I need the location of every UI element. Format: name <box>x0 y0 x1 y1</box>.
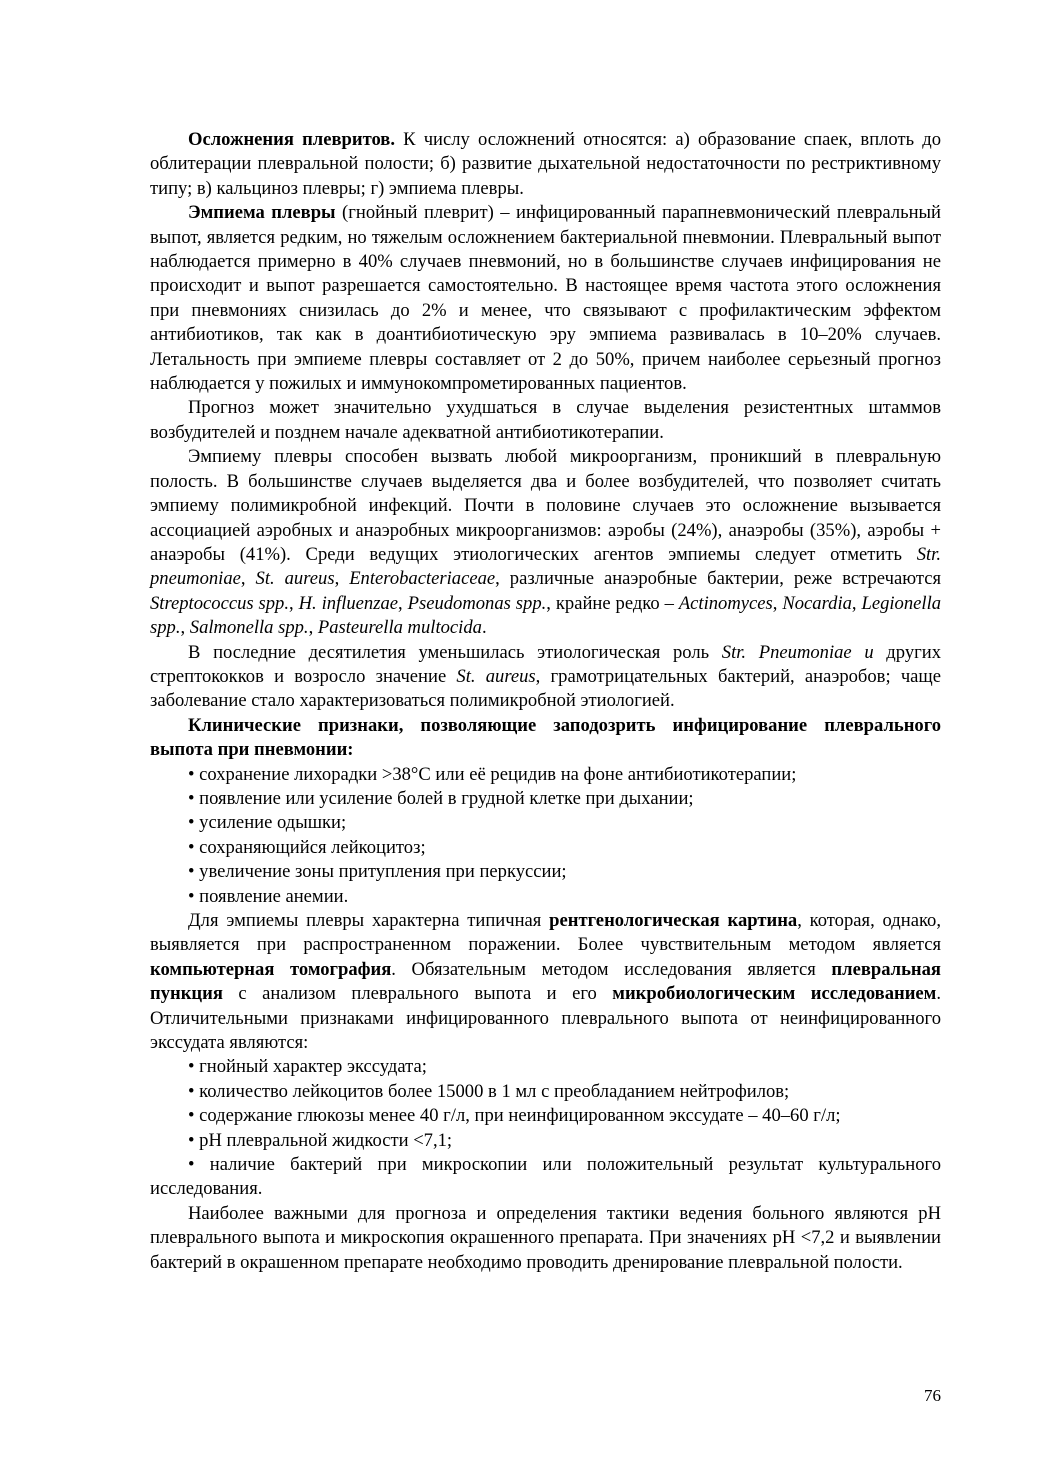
text: . Обязательным методом исследования является <box>391 958 832 980</box>
text: с анализом плеврального выпота и его <box>222 983 613 1005</box>
term-puncture: плевральная пункция <box>150 958 941 1005</box>
text: В последние десятилетия уменьшилась этиологическая роль <box>188 641 722 663</box>
text: , <box>334 568 350 590</box>
term-empyema: Эмпиема плевры <box>188 202 336 224</box>
text: (гнойный плеврит) – инфицированный парапневмонический плевральный выпот, является редким, но тяжелым осложнением бактериальной пневмонии. Плевральный выпот наблюдается примерно в 40% случаев пневмоний, но в большинстве случаев инфицирования не происходит и выпот разрешается самостоятельно. В настоящее время частота этого осложнения при пневмониях снизилась до 2% и менее, что связывают с профилактическим эффектом антибиотиков, так как в доантибиотическую эру эмпиема развивалась в 10–20% случаев. Летальность при эмпиеме плевры составляет от 2 до 50%, причем наиболее серьезный прогноз наблюдается у пожилых и иммунокомпрометированных пациентов. <box>150 202 941 395</box>
document-body <box>150 128 941 1275</box>
list-item: • увеличение зоны притупления при перкуссии; <box>188 861 567 883</box>
species: H. influenzae <box>298 592 399 614</box>
paragraph-etiology-change <box>150 641 941 714</box>
text: Для эмпиемы плевры характерна типичная <box>188 910 550 931</box>
text: , <box>851 592 862 614</box>
term-microbiology: микробиологическим исследованием <box>612 983 937 1005</box>
heading-clinical-signs <box>150 714 941 763</box>
species: Nocardia <box>782 592 852 614</box>
species: Legionella spp. <box>150 592 942 639</box>
list-item: • наличие бактерий при микроскопии или положительный результат культурального исследования. <box>150 1154 941 1200</box>
page-number: 76 <box>924 1386 941 1405</box>
list-item: • рН плевральной жидкости <7,1; <box>188 1129 453 1151</box>
species: St. aureus <box>456 665 536 687</box>
text: . <box>481 617 487 639</box>
paragraph-diagnostics <box>150 909 941 1055</box>
term-ct: компьютерная томография <box>150 958 392 980</box>
paragraph-empyema <box>150 201 941 396</box>
list-item: • содержание глюкозы менее 40 г/л, при неинфицированном экссудате – 40–60 г/л; <box>188 1105 841 1127</box>
paragraph-prognosis: Прогноз может значительно ухудшаться в случае выделения резистентных штаммов возбудителей и позднем начале адекватной антибиотикотерапии. <box>150 397 941 443</box>
species: Streptococcus spp. <box>150 592 290 614</box>
list-item: • усиление одышки; <box>188 812 347 834</box>
text: , <box>180 617 190 639</box>
list-item: • появление анемии. <box>188 885 349 907</box>
paragraph-drainage: Наиболее важными для прогноза и определения тактики ведения больного являются рН плеврального выпота и микроскопия окрашенного препарата. При значениях рН <7,2 и выявлении бактерий в окрашенном препарате необходимо проводить дренирование плевральной полости. <box>150 1202 941 1273</box>
species: St. aureus <box>255 568 335 590</box>
list-item: • сохраняющийся лейкоцитоз; <box>188 836 426 858</box>
species: Str. Pneumoniae и <box>721 641 874 663</box>
paragraph-complications <box>150 128 941 201</box>
paragraph-pathogens <box>150 445 941 640</box>
text: , грамотрицательных бактерий, анаэробов; чаще заболевание стало характеризоваться полимикробной этиологией. <box>150 665 941 712</box>
species: Str. pneumoniae <box>150 543 941 590</box>
text: , <box>308 617 318 639</box>
heading-complications: Осложнения плевритов. <box>188 129 395 150</box>
species: Pasteurella multocida <box>317 617 482 639</box>
species: Pseudomonas spp. <box>407 592 547 614</box>
text: других стрептококков и возросло значение <box>150 641 941 687</box>
species: Actinomyces <box>678 592 773 614</box>
text: . Отличительными признаками инфицированного плеврального выпота от неинфицированного экссудата являются: <box>150 983 941 1054</box>
term-xray: рентгенологическая картина <box>549 910 798 931</box>
text: , которая, однако, выявляется при распространенном поражении. Более чувствительным методом является <box>150 910 941 956</box>
text: , крайне редко – <box>546 592 679 614</box>
species: Enterobacteriaceae <box>349 568 496 590</box>
text: , <box>240 568 256 590</box>
text: , <box>398 592 408 614</box>
list-item: • сохранение лихорадки >38°С или её рецидив на фоне антибиотикотерапии; <box>188 763 797 785</box>
text: Эмпиему плевры способен вызвать любой микроорганизм, проникший в плевральную полость. В большинстве случаев выделяется два и более возбудителей, что позволяет считать эмпиему полимикробной инфекций. Почти в половине случаев это осложнение вызывается ассоциацией аэробных и анаэробных микроорганизмов: аэробы (24%), анаэробы (35%), аэробы + анаэробы (41%). Среди ведущих этиологических агентов эмпиемы следует отметить <box>150 446 941 565</box>
species: Salmonella spp. <box>189 617 309 639</box>
text: , <box>772 592 783 614</box>
list-item: • количество лейкоцитов более 15000 в 1 мл с преобладанием нейтрофилов; <box>188 1080 790 1102</box>
text: , <box>289 592 299 614</box>
list-item: • гнойный характер экссудата; <box>188 1056 427 1078</box>
heading-text: Клинические признаки, позволяющие заподозрить инфицирование плеврального выпота при пневмонии: <box>150 714 941 761</box>
text: К числу осложнений относятся: а) образование спаек, вплоть до облитерации плевральной полости; б) развитие дыхательной недостаточности по рестриктивному типу; в) кальциноз плевры; г) эмпиема плевры. <box>150 129 942 199</box>
list-item: • появление или усиление болей в грудной клетке при дыхании; <box>188 787 694 809</box>
text: , различные анаэробные бактерии, реже встречаются <box>495 568 941 590</box>
